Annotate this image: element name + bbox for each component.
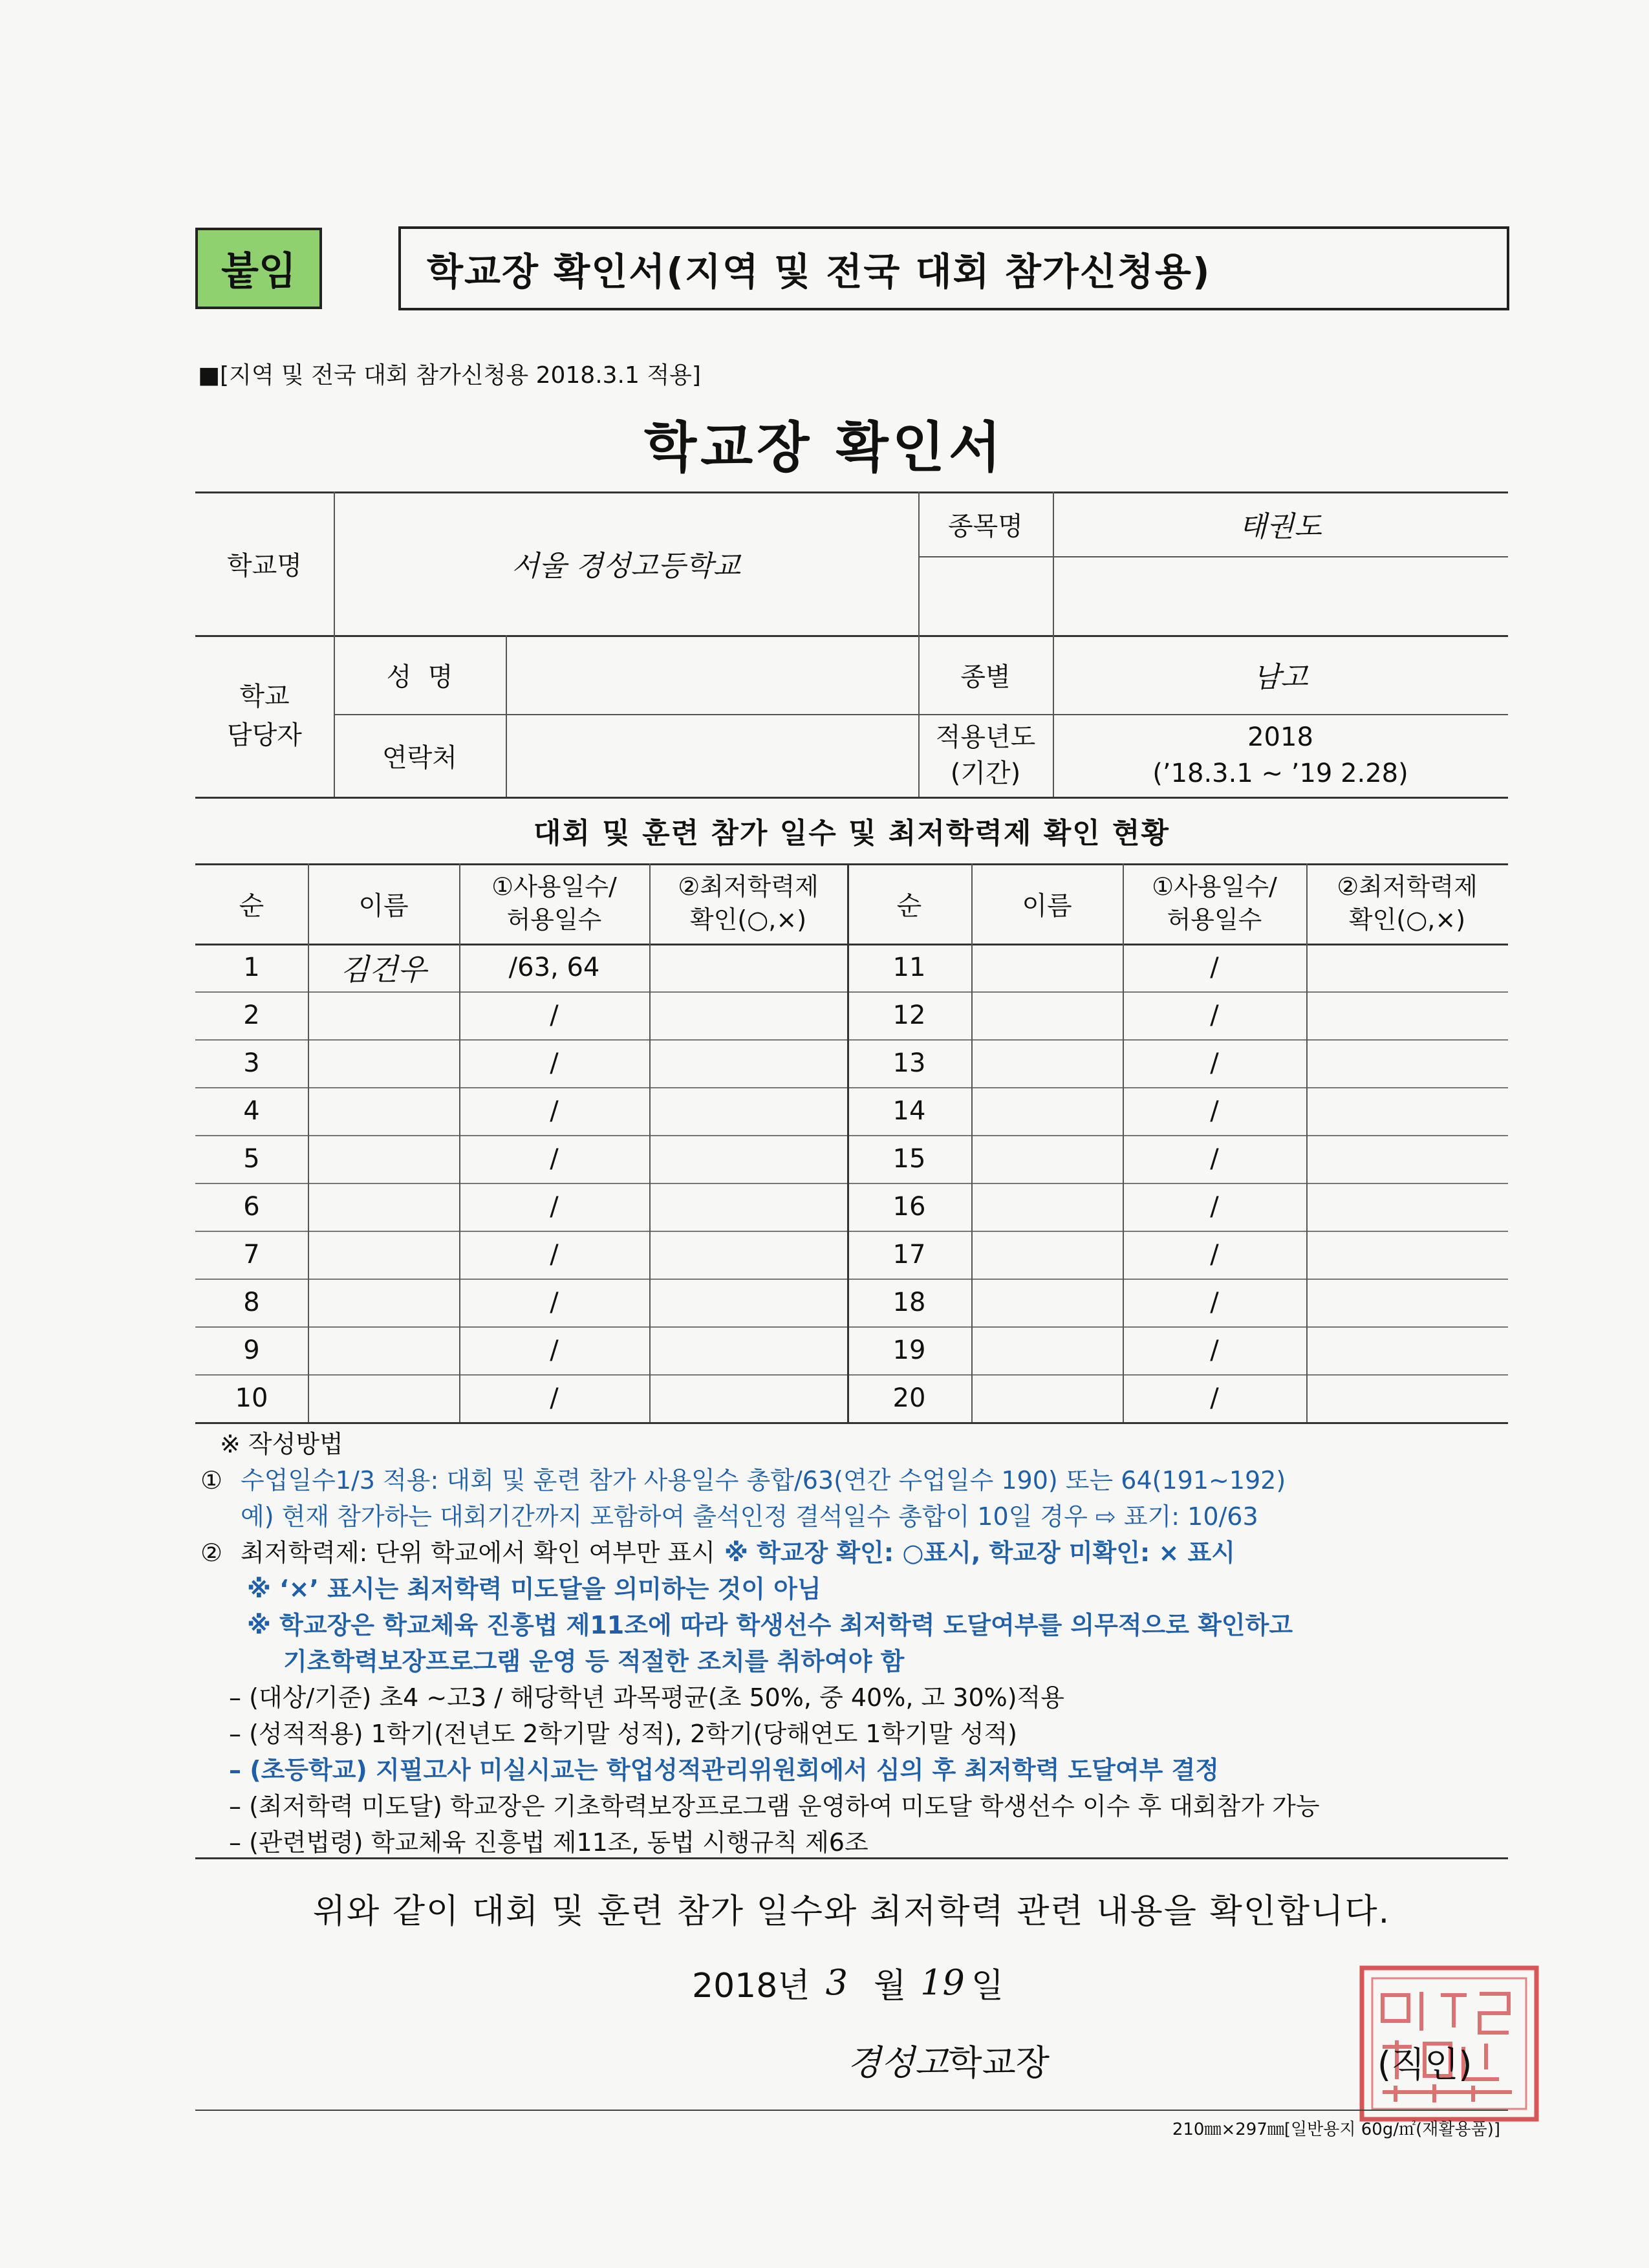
note-3: ※ ‘×’ 표시는 최저학력 미도달을 의미하는 것이 아님 — [247, 1575, 821, 1603]
event-value: 태권도 — [1239, 510, 1322, 543]
note-4: ※ 학교장은 학교체육 진흥법 제11조에 따라 학생선수 최저학력 도달여부를 의무적으로 확인하고 — [247, 1611, 1293, 1639]
row-name-left: 김건우 — [340, 952, 427, 987]
detail-5: – (관련법령) 학교체육 진흥법 제11조, 동법 시행규칙 제6조 — [229, 1828, 868, 1857]
row-number-right: 14 — [892, 1096, 926, 1126]
row-number-right: 20 — [892, 1383, 926, 1413]
table-row — [195, 1135, 1508, 1183]
row-number-left: 2 — [243, 1000, 260, 1030]
row-days-right: / — [1210, 1144, 1219, 1174]
seal-label: (직인) — [1377, 2044, 1472, 2085]
header-title: 학교장 확인서(지역 및 전국 대회 참가신청용) — [427, 250, 1211, 294]
header-title-box — [398, 226, 1509, 310]
row-days-right: / — [1210, 1096, 1219, 1126]
row-days-left: / — [550, 1144, 559, 1174]
row-check-right — [1306, 1135, 1508, 1183]
row-days-right: / — [1210, 1192, 1219, 1222]
row-days-left: / — [550, 1192, 559, 1222]
year-value-cell — [1053, 714, 1508, 797]
note-1 — [200, 1462, 1513, 1498]
note-4-cont: 기초학력보장프로그램 운영 등 적절한 조치를 취하여야 함 — [283, 1647, 905, 1676]
row-number-right: 19 — [892, 1335, 926, 1365]
date-month-unit: 월 — [873, 1966, 907, 2005]
row-number-right: 12 — [892, 1000, 926, 1030]
row-days-right: / — [1210, 1240, 1219, 1269]
note-2 — [200, 1535, 1513, 1571]
date-day: 19 — [920, 1961, 965, 2003]
notes-heading: ※ 작성방법 — [220, 1430, 343, 1458]
table-row — [195, 1374, 1508, 1422]
row-days-left: / — [550, 1335, 559, 1365]
subheader: ■[지역 및 전국 대회 참가신청용 2018.3.1 적용] — [198, 362, 701, 389]
table-row — [195, 944, 1508, 991]
row-check-right — [1306, 1326, 1508, 1374]
row-name-right — [971, 991, 1123, 1039]
principal-signature — [847, 2027, 1050, 2092]
row-number-right: 16 — [892, 1192, 926, 1222]
row-number-left: 7 — [243, 1240, 260, 1269]
row-check-right — [1306, 1279, 1508, 1326]
row-days-left: /63, 64 — [508, 953, 600, 982]
row-number-left: 5 — [243, 1144, 260, 1174]
row-days-left: / — [550, 1096, 559, 1126]
row-check-right — [1306, 1039, 1508, 1087]
header-check-left: ②최저학력제 확인(○,×) — [678, 872, 819, 934]
year-value: 2018 — [1247, 722, 1313, 752]
table-row — [195, 1231, 1508, 1279]
row-days-left: / — [550, 1048, 559, 1078]
manager-label: 학교 담당자 — [227, 682, 302, 750]
gender-label: 종별 — [960, 662, 1011, 692]
row-number-left: 8 — [243, 1288, 260, 1317]
row-number-left: 1 — [243, 953, 260, 982]
header-name-left: 이름 — [358, 891, 409, 921]
row-check-right — [1306, 1231, 1508, 1279]
row-name-right — [971, 1374, 1123, 1422]
notes-section — [200, 1426, 1513, 1861]
row-days-right: / — [1210, 1000, 1219, 1030]
row-days-left: / — [550, 1240, 559, 1269]
date-month: 3 — [825, 1961, 848, 2003]
header-check-right: ②최저학력제 확인(○,×) — [1337, 872, 1478, 934]
row-number-right: 13 — [892, 1048, 926, 1078]
status-title: 대회 및 훈련 참가 일수 및 최저학력제 확인 현황 — [533, 816, 1170, 850]
table-row — [195, 1183, 1508, 1231]
row-days-left: / — [550, 1000, 559, 1030]
detail-3: – (초등학교) 지필고사 미실시교는 학업성적관리위원회에서 심의 후 최저학력 도달여부 결정 — [229, 1756, 1219, 1784]
header-no-right: 순 — [896, 891, 922, 921]
note-2-text: 최저학력제: 단위 학교에서 확인 여부만 표시 — [241, 1539, 715, 1567]
date-line — [692, 1953, 1004, 2011]
confirmation-statement: 위와 같이 대회 및 훈련 참가 일수와 최저학력 관련 내용을 확인합니다. — [312, 1892, 1391, 1931]
school-name-value: 서울 경성고등학교 — [511, 550, 741, 583]
header-days-right: ①사용일수/ 허용일수 — [1152, 872, 1277, 934]
footer-paper-spec: 210㎜×297㎜[일반용지 60g/㎡(재활용품)] — [1172, 2120, 1500, 2139]
row-days-left: / — [550, 1383, 559, 1413]
note-1-number: ① — [200, 1466, 223, 1495]
row-number-right: 18 — [892, 1288, 926, 1317]
row-days-right: / — [1210, 1383, 1219, 1413]
table-row — [195, 1279, 1508, 1326]
note-2-emphasis: ※ 학교장 확인: ○표시, 학교장 미확인: × 표시 — [724, 1539, 1235, 1567]
detail-2: – (성적적용) 1학기(전년도 2학기말 성적), 2학기(당해연도 1학기말 성적) — [229, 1720, 1017, 1748]
table-row — [195, 991, 1508, 1039]
table-row — [195, 1087, 1508, 1135]
row-check-right — [1306, 944, 1508, 991]
attachment-tag-label: 붙임 — [221, 249, 296, 294]
detail-1: – (대상/기준) 초4 ~고3 / 해당학년 과목평균(초 50%, 중 40%, 고 30%)적용 — [229, 1683, 1064, 1712]
row-name-right — [971, 1087, 1123, 1135]
row-check-right — [1306, 1374, 1508, 1422]
detail-4: – (최저학력 미도달) 학교장은 기초학력보장프로그램 운영하여 미도달 학생선수 이수 후 대회참가 가능 — [229, 1792, 1320, 1820]
table-row — [195, 1326, 1508, 1374]
row-name-right — [971, 1279, 1123, 1326]
row-days-right: / — [1210, 1335, 1219, 1365]
note-1-example: 예) 현재 참가하는 대회기간까지 포함하여 출석인정 결석일수 총합이 10일 경우 ⇨ 표기: 10/63 — [241, 1502, 1258, 1531]
document-title: 학교장 확인서 — [643, 415, 1006, 479]
header-name-right: 이름 — [1022, 891, 1072, 921]
row-check-right — [1306, 1087, 1508, 1135]
manager-contact-label: 연락처 — [382, 742, 457, 773]
header-days-left: ①사용일수/ 허용일수 — [491, 872, 617, 934]
row-check-right — [1306, 991, 1508, 1039]
row-number-right: 11 — [892, 953, 926, 982]
date-day-unit: 일 — [971, 1966, 1004, 2005]
note-1-text: 수업일수1/3 적용: 대회 및 훈련 참가 사용일수 총합/63(연간 수업일수 190) 또는 64(191~192) — [241, 1466, 1286, 1495]
handwritten-school: 경성고 — [847, 2042, 949, 2083]
row-number-left: 4 — [243, 1096, 260, 1126]
row-name-right — [971, 1183, 1123, 1231]
row-name-right — [971, 1039, 1123, 1087]
row-days-left: / — [550, 1288, 559, 1317]
year-label: 적용년도 (기간) — [935, 722, 1036, 788]
period-value: (’18.3.1 ~ ’19 2.28) — [1152, 759, 1408, 788]
row-number-left: 6 — [243, 1192, 260, 1222]
row-days-right: / — [1210, 1048, 1219, 1078]
row-name-right — [971, 1231, 1123, 1279]
row-number-left: 10 — [235, 1383, 268, 1413]
note-2-number: ② — [200, 1539, 223, 1567]
table-row — [195, 1039, 1508, 1087]
attachment-tag — [195, 228, 322, 309]
status-table — [195, 863, 1508, 1422]
row-number-left: 9 — [243, 1335, 260, 1365]
school-name-label: 학교명 — [227, 550, 302, 581]
row-name-right — [971, 944, 1123, 991]
row-days-right: / — [1210, 1288, 1219, 1317]
row-name-right — [971, 1326, 1123, 1374]
row-number-right: 15 — [892, 1144, 926, 1174]
event-label: 종목명 — [948, 511, 1023, 541]
header-no-left: 순 — [239, 891, 264, 921]
row-name-right — [971, 1135, 1123, 1183]
gender-value: 남고 — [1253, 661, 1308, 694]
info-table — [195, 491, 1508, 863]
manager-name-label: 성 명 — [386, 662, 453, 692]
row-days-right: / — [1210, 953, 1219, 982]
principal-title: 학교장 — [948, 2042, 1050, 2083]
row-number-left: 3 — [243, 1048, 260, 1078]
date-year: 2018년 — [692, 1966, 810, 2005]
row-number-right: 17 — [892, 1240, 926, 1269]
row-check-right — [1306, 1183, 1508, 1231]
